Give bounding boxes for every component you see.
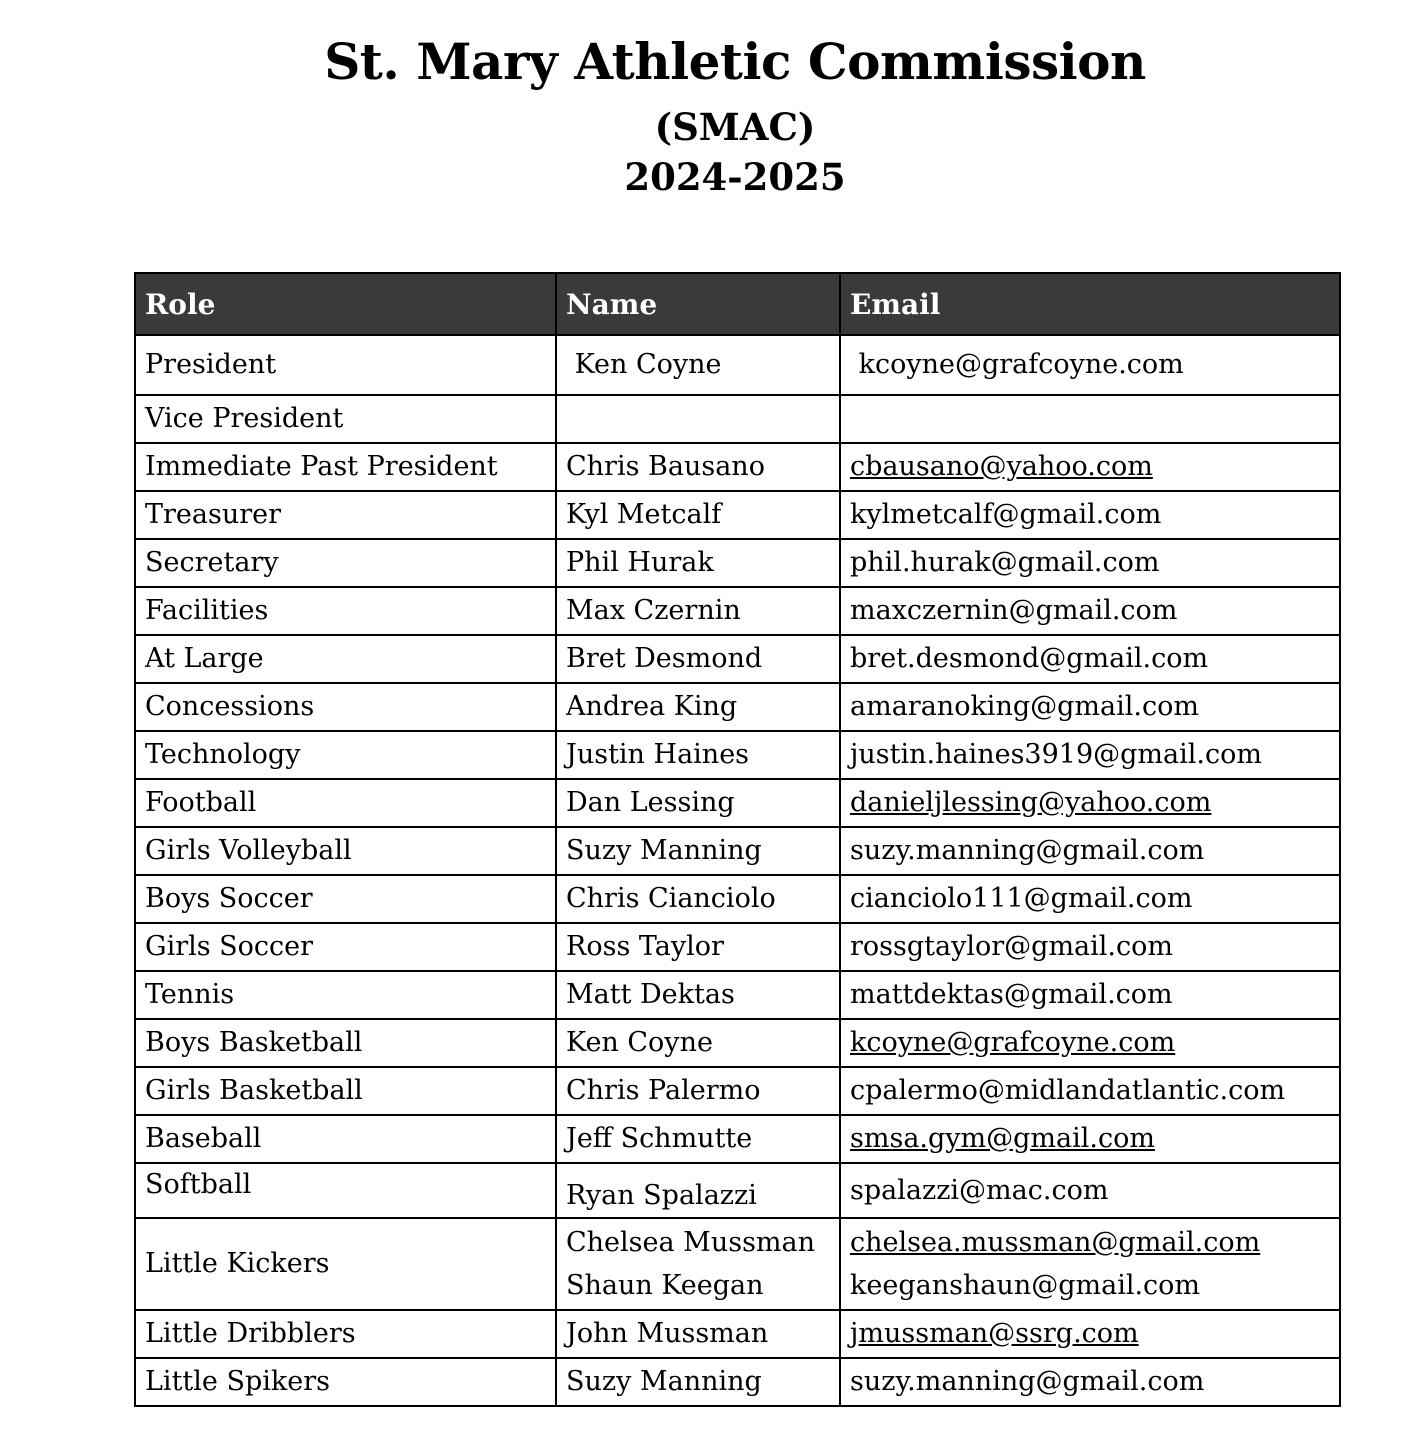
name-entry: Shaun Keegan <box>566 1270 764 1301</box>
name-cell: Suzy Manning <box>556 1358 840 1406</box>
table-row <box>135 539 1340 587</box>
table-header-row <box>135 273 1340 335</box>
name-cell: Ross Taylor <box>556 923 840 971</box>
role-cell: Boys Soccer <box>135 875 556 923</box>
name-cell: Jeff Schmutte <box>556 1115 840 1163</box>
role-cell: Concessions <box>135 683 556 731</box>
name-cell: Chris Bausano <box>556 443 840 491</box>
table-row <box>135 1019 1340 1067</box>
email-cell <box>840 395 1340 443</box>
role-cell: Technology <box>135 731 556 779</box>
email-link[interactable]: phil.hurak@gmail.com <box>850 547 1160 578</box>
role-cell: Softball <box>135 1163 556 1218</box>
name-cell: John Mussman <box>556 1310 840 1358</box>
name-cell: Matt Dektas <box>556 971 840 1019</box>
email-link[interactable]: rossgtaylor@gmail.com <box>850 931 1173 962</box>
name-cell: Ryan Spalazzi <box>556 1163 840 1218</box>
table-row <box>135 335 1340 395</box>
table-row <box>135 779 1340 827</box>
name-cell: Ken Coyne <box>556 335 840 395</box>
table-row <box>135 1218 1340 1310</box>
email-link[interactable]: keeganshaun@gmail.com <box>850 1270 1201 1301</box>
email-cell[interactable] <box>840 491 1340 539</box>
email-link[interactable]: cpalermo@midlandatlantic.com <box>850 1075 1286 1106</box>
email-cell[interactable] <box>840 635 1340 683</box>
document-header <box>0 22 1428 202</box>
email-link[interactable]: danieljlessing@yahoo.com <box>850 787 1212 818</box>
name-cell: Suzy Manning <box>556 827 840 875</box>
email-link[interactable]: spalazzi@mac.com <box>850 1174 1109 1206</box>
name-cell <box>556 1218 840 1310</box>
name-cell: Dan Lessing <box>556 779 840 827</box>
table-row <box>135 1310 1340 1358</box>
table-row <box>135 491 1340 539</box>
email-link[interactable]: smsa.gym@gmail.com <box>850 1123 1155 1154</box>
role-cell: Girls Volleyball <box>135 827 556 875</box>
email-cell[interactable] <box>840 875 1340 923</box>
role-cell: Facilities <box>135 587 556 635</box>
email-cell[interactable] <box>840 827 1340 875</box>
email-link[interactable]: justin.haines3919@gmail.com <box>850 739 1262 770</box>
email-link[interactable]: kylmetcalf@gmail.com <box>850 499 1162 530</box>
email-link[interactable]: suzy.manning@gmail.com <box>850 835 1205 866</box>
email-cell[interactable] <box>840 1163 1340 1218</box>
roster-table <box>134 272 1341 1407</box>
role-cell: Baseball <box>135 1115 556 1163</box>
name-cell: Chris Cianciolo <box>556 875 840 923</box>
email-link[interactable]: suzy.manning@gmail.com <box>850 1366 1205 1397</box>
email-cell[interactable] <box>840 443 1340 491</box>
email-cell[interactable] <box>840 731 1340 779</box>
role-cell: Little Spikers <box>135 1358 556 1406</box>
name-cell: Phil Hurak <box>556 539 840 587</box>
role-cell: Immediate Past President <box>135 443 556 491</box>
table-row <box>135 827 1340 875</box>
email-cell[interactable] <box>840 335 1340 395</box>
email-cell[interactable] <box>840 587 1340 635</box>
season-label: 2024-2025 <box>624 155 846 199</box>
email-cell[interactable] <box>840 1067 1340 1115</box>
email-link[interactable]: kcoyne@grafcoyne.com <box>850 1027 1176 1058</box>
table-row <box>135 443 1340 491</box>
email-link[interactable]: mattdektas@gmail.com <box>850 979 1173 1010</box>
email-link[interactable]: chelsea.mussman@gmail.com <box>850 1227 1261 1258</box>
email-cell[interactable] <box>840 971 1340 1019</box>
name-cell: Max Czernin <box>556 587 840 635</box>
table-row <box>135 923 1340 971</box>
email-cell[interactable] <box>840 1310 1340 1358</box>
role-cell: Boys Basketball <box>135 1019 556 1067</box>
column-header-email: Email <box>840 273 1340 335</box>
role-cell: At Large <box>135 635 556 683</box>
name-cell <box>556 395 840 443</box>
table-row <box>135 395 1340 443</box>
table-row <box>135 971 1340 1019</box>
email-cell[interactable] <box>840 923 1340 971</box>
table-row <box>135 1358 1340 1406</box>
table-row <box>135 1163 1340 1218</box>
name-cell: Andrea King <box>556 683 840 731</box>
role-cell: Football <box>135 779 556 827</box>
role-cell: Secretary <box>135 539 556 587</box>
role-cell: Vice President <box>135 395 556 443</box>
role-cell: Girls Basketball <box>135 1067 556 1115</box>
email-cell[interactable] <box>840 539 1340 587</box>
role-cell: Little Dribblers <box>135 1310 556 1358</box>
name-cell: Ken Coyne <box>556 1019 840 1067</box>
email-link[interactable]: maxczernin@gmail.com <box>850 595 1178 626</box>
table-row <box>135 1067 1340 1115</box>
table-row <box>135 683 1340 731</box>
role-cell: Tennis <box>135 971 556 1019</box>
document-title: St. Mary Athletic Commission <box>324 32 1146 91</box>
table-row <box>135 587 1340 635</box>
column-header-role: Role <box>135 273 556 335</box>
email-link[interactable]: cianciolo111@gmail.com <box>850 883 1193 914</box>
name-entry: Chelsea Mussman <box>566 1227 816 1258</box>
name-cell: Justin Haines <box>556 731 840 779</box>
table-row <box>135 1115 1340 1163</box>
email-cell[interactable] <box>840 1115 1340 1163</box>
table-row <box>135 875 1340 923</box>
email-cell[interactable] <box>840 779 1340 827</box>
table-body <box>135 335 1340 1406</box>
name-cell: Chris Palermo <box>556 1067 840 1115</box>
role-cell: Little Kickers <box>135 1218 556 1310</box>
table-row <box>135 635 1340 683</box>
email-link[interactable]: jmussman@ssrg.com <box>850 1318 1139 1349</box>
email-cell[interactable] <box>840 1019 1340 1067</box>
email-link[interactable]: cbausano@yahoo.com <box>850 451 1153 482</box>
email-link[interactable]: bret.desmond@gmail.com <box>850 643 1209 674</box>
name-cell: Kyl Metcalf <box>556 491 840 539</box>
role-cell: Treasurer <box>135 491 556 539</box>
table-row <box>135 731 1340 779</box>
email-cell[interactable] <box>840 683 1340 731</box>
email-link[interactable]: kcoyne@grafcoyne.com <box>850 349 1184 380</box>
email-cell[interactable] <box>840 1358 1340 1406</box>
column-header-name: Name <box>556 273 840 335</box>
name-cell: Bret Desmond <box>556 635 840 683</box>
role-cell: Girls Soccer <box>135 923 556 971</box>
email-link[interactable]: amaranoking@gmail.com <box>850 691 1199 722</box>
role-cell: President <box>135 335 556 395</box>
document-subtitle: (SMAC) <box>654 105 816 149</box>
email-cell <box>840 1218 1340 1310</box>
